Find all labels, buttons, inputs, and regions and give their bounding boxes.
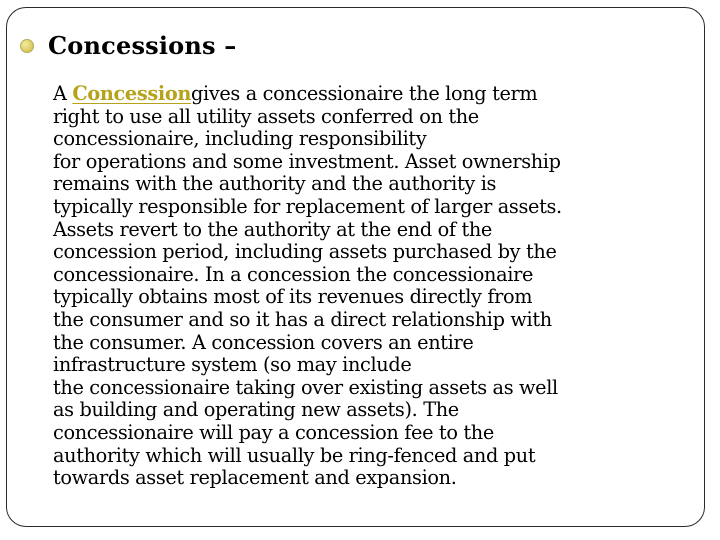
body-line: authority which will usually be ring-fenced and put [53,443,536,467]
body-line: typically obtains most of its revenues directly from [53,285,533,309]
body-line: for operations and some investment. Asset ownership [53,149,561,173]
body-line: concessionaire, including responsibility [53,127,427,151]
body-line: infrastructure system (so may include [53,353,412,377]
body-line: remains with the authority and the authority is [53,172,497,196]
body-line: concessionaire will pay a concession fee to the [53,420,494,444]
body-line: towards asset replacement and expansion. [53,466,457,490]
body-line: Assets revert to the authority at the end of the [53,217,492,241]
body-line-1 [53,83,703,106]
body-line: the concessionaire taking over existing assets as well [53,375,558,399]
body-paragraph [53,83,703,490]
article-word: A [53,82,67,105]
body-line: the consumer. A concession covers an entire [53,330,474,354]
concession-keyword-link[interactable]: Concession [72,82,192,105]
slide-heading: Concessions – [48,31,237,60]
body-line: concession period, including assets purchased by the [53,240,557,264]
first-line-rest: gives a concessionaire the long term [191,82,538,105]
body-line: as building and operating new assets). The [53,398,459,422]
circle-bullet-icon [20,39,34,53]
heading-row [20,31,237,61]
body-line: right to use all utility assets conferred on the [53,104,479,128]
body-line: concessionaire. In a concession the concessionaire [53,262,534,286]
body-line: typically responsible for replacement of larger assets. [53,194,562,218]
body-line: the consumer and so it has a direct relationship with [53,307,552,331]
